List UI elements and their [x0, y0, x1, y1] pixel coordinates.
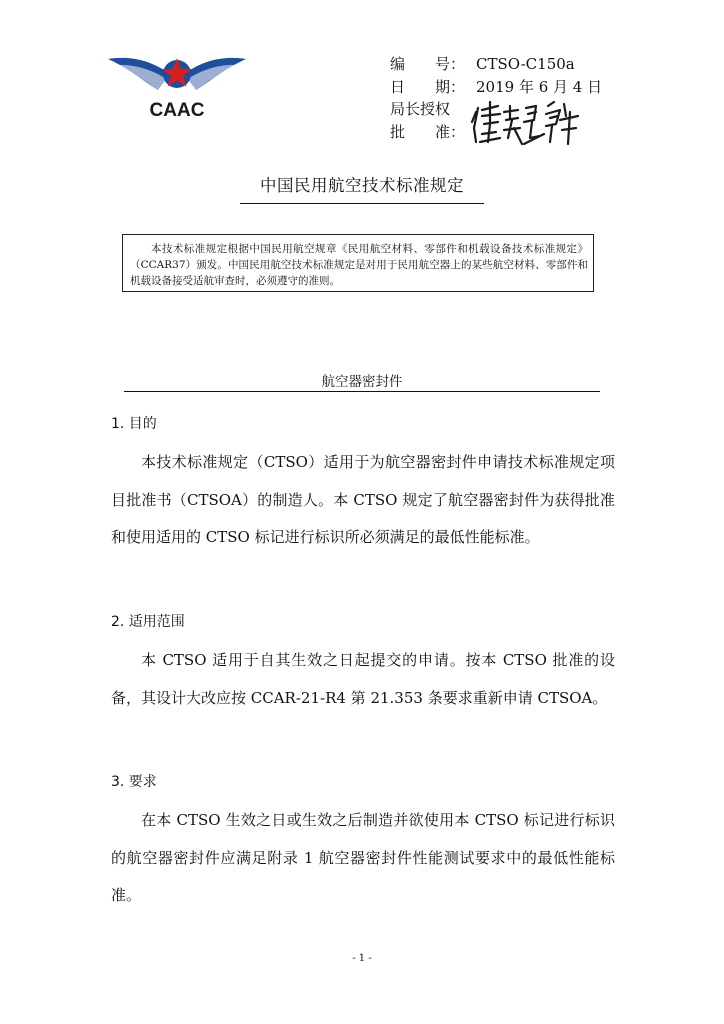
title-underline: [240, 203, 484, 204]
date-label: 日 期：: [390, 77, 466, 96]
document-title: 中国民用航空技术标准规定: [260, 176, 464, 195]
caac-logo: [108, 50, 246, 122]
number-label: 编 号：: [390, 55, 466, 73]
section-heading-requirements: 3. 要求: [111, 774, 157, 790]
section-heading-scope: 2. 适用范围: [111, 614, 185, 630]
number-value: CTSO-C150a: [476, 55, 575, 73]
section-body-requirements: 在本 CTSO 生效之日或生效之后制造并欲使用本 CTSO 标记进行标识的航空器密封件应满足附录 1 航空器密封件性能测试要求中的最低性能标准。: [111, 811, 615, 904]
auth-label: 局长授权: [390, 100, 451, 118]
notice-box: 本技术标准规定根据中国民用航空规章《民用航空材料、零部件和机载设备技术标准规定》（CCAR37）颁发。中国民用航空技术标准规定是对用于民用航空器上的某些航空材料、零部件和机载设备接受适航审查时，必须遵守的准则。: [122, 234, 594, 292]
approve-label: 批 准：: [390, 122, 466, 141]
subtitle-underline: [124, 391, 600, 392]
logo-text: CAAC: [149, 100, 205, 121]
page-number: - 1 -: [352, 953, 372, 964]
section-body-scope: 本 CTSO 适用于自其生效之日起提交的申请。按本 CTSO 批准的设备，其设计大改应按 CCAR-21-R4 第 21.353 条要求重新申请 CTSOA。: [111, 651, 615, 707]
meta-number-row: [390, 53, 602, 76]
section-heading-purpose: 1. 目的: [111, 416, 157, 432]
signature: [470, 98, 580, 148]
date-value: 2019 年 6 月 4 日: [476, 77, 603, 96]
document-subtitle: 航空器密封件: [321, 374, 403, 390]
section-body-purpose: 本技术标准规定（CTSO）适用于为航空器密封件申请技术标准规定项目批准书（CTSOA）的制造人。本 CTSO 规定了航空器密封件为获得批准和使用适用的 CTSO 标记进行标识所必须满足的最低性能标准。: [111, 453, 615, 546]
meta-date-row: [390, 76, 602, 99]
